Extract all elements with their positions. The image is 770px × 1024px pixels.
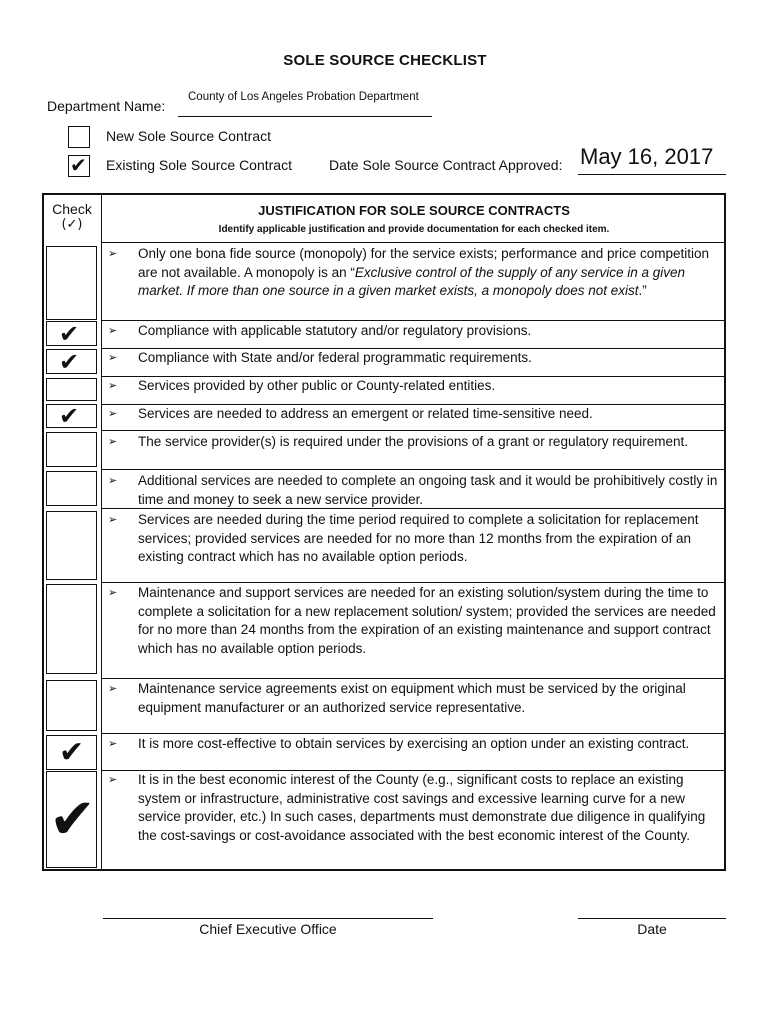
department-label: Department Name: bbox=[47, 98, 166, 114]
item-text-part: Only one bona fide source (monopoly) for the service exists; performance and price competition are not available. A monopoly is an “ bbox=[138, 246, 710, 280]
justification-item-text: It is in the best economic interest of the County (e.g., significant costs to replace an existing system or infrastructure, administrative cost savings and excessive learning curve for a new service provider, etc.) In such cases, departments must demonstrate due diligence in qualifying the cost-savings or cost-avoidance associated with the best economic interest of the County. bbox=[138, 772, 706, 843]
check-mark-icon: ✔ bbox=[59, 402, 80, 430]
row-divider bbox=[101, 733, 726, 734]
arrow-bullet-icon: ➢ bbox=[108, 513, 118, 526]
justification-item-text: Compliance with applicable statutory and/or regulatory provisions. bbox=[138, 323, 532, 338]
department-underline bbox=[178, 116, 432, 117]
date-approved-field[interactable]: May 16, 2017 bbox=[580, 144, 714, 169]
row-divider bbox=[101, 320, 726, 321]
check-mark-icon: ✔ bbox=[59, 734, 85, 770]
arrow-bullet-icon: ➢ bbox=[108, 379, 118, 392]
justification-item-text: Maintenance and support services are needed for an existing solution/system during the time to complete a solicitation for a new replacement solution/ system; provided the services are needed for no more than 24 months from the expiration of an existing maintenance and support contract which has no available option periods. bbox=[138, 585, 716, 656]
arrow-bullet-icon: ➢ bbox=[108, 586, 118, 599]
justification-checkbox[interactable] bbox=[46, 404, 97, 428]
new-contract-label: New Sole Source Contract bbox=[106, 128, 271, 144]
check-header-label: Check bbox=[52, 201, 92, 217]
row-divider bbox=[101, 469, 726, 470]
justification-item-text bbox=[138, 245, 722, 301]
check-mark-icon: ✔ bbox=[59, 319, 80, 348]
justification-checkbox[interactable] bbox=[46, 349, 97, 374]
ceo-signature-line[interactable] bbox=[103, 918, 433, 919]
justification-item-text: Additional services are needed to complete an ongoing task and it would be prohibitively costly in time and money to seek a new service provider. bbox=[138, 473, 718, 507]
monopoly-definition: Exclusive control of the supply of any service in a given market. If more than one source in a given market exists, a monopoly does not exist bbox=[138, 264, 686, 298]
justification-item-text: The service provider(s) is required under the provisions of a grant or regulatory requirement. bbox=[138, 434, 689, 449]
justification-item-text: Services provided by other public or County-related entities. bbox=[138, 378, 496, 393]
row-divider bbox=[101, 678, 726, 679]
arrow-bullet-icon: ➢ bbox=[108, 247, 118, 260]
arrow-bullet-icon: ➢ bbox=[108, 351, 118, 364]
justification-header: JUSTIFICATION FOR SOLE SOURCE CONTRACTS bbox=[258, 203, 570, 218]
justification-item-text: Services are needed to address an emergent or related time-sensitive need. bbox=[138, 406, 593, 421]
justification-checkbox[interactable] bbox=[46, 321, 97, 346]
new-contract-checkbox[interactable] bbox=[68, 126, 90, 148]
existing-contract-checkbox[interactable] bbox=[68, 155, 90, 177]
arrow-bullet-icon: ➢ bbox=[108, 773, 118, 786]
arrow-bullet-icon: ➢ bbox=[108, 407, 118, 420]
date-approved-underline bbox=[578, 174, 726, 175]
check-header-symbol: (✓) bbox=[61, 217, 83, 232]
date-approved-label: Date Sole Source Contract Approved: bbox=[329, 157, 563, 173]
item-text-part: .” bbox=[638, 283, 647, 298]
check-mark-icon: ✔ bbox=[59, 347, 80, 376]
arrow-bullet-icon: ➢ bbox=[108, 324, 118, 337]
justification-checkbox[interactable] bbox=[46, 680, 97, 731]
justification-item-text: Services are needed during the time period required to complete a solicitation for replacement services; provided services are needed for no more than 12 months from the expiration of an existing contract which has no available option periods. bbox=[138, 512, 699, 564]
arrow-bullet-icon: ➢ bbox=[108, 435, 118, 448]
date-signature-label: Date bbox=[637, 921, 667, 937]
row-divider bbox=[101, 430, 726, 431]
arrow-bullet-icon: ➢ bbox=[108, 737, 118, 750]
row-divider bbox=[101, 508, 726, 509]
justification-subheader: Identify applicable justification and provide documentation for each checked item. bbox=[218, 224, 610, 235]
row-divider bbox=[101, 582, 726, 583]
check-mark-icon: ✔ bbox=[70, 153, 87, 177]
justification-item-text: Compliance with State and/or federal programmatic requirements. bbox=[138, 350, 532, 365]
existing-contract-label: Existing Sole Source Contract bbox=[106, 157, 292, 173]
arrow-bullet-icon: ➢ bbox=[108, 682, 118, 695]
justification-checkbox[interactable] bbox=[46, 771, 97, 868]
justification-item-text: Maintenance service agreements exist on equipment which must be serviced by the original equipment manufacturer or an authorized service representative. bbox=[138, 681, 686, 715]
justification-checkbox[interactable] bbox=[46, 471, 97, 506]
justification-checkbox[interactable] bbox=[46, 246, 97, 320]
ceo-signature-label: Chief Executive Office bbox=[199, 921, 337, 937]
page-title: SOLE SOURCE CHECKLIST bbox=[283, 52, 487, 69]
justification-checkbox[interactable] bbox=[46, 735, 97, 770]
check-column-header bbox=[44, 200, 100, 231]
justification-item-text: It is more cost-effective to obtain services by exercising an option under an existing contract. bbox=[138, 736, 690, 751]
justification-checkbox[interactable] bbox=[46, 432, 97, 467]
justification-checkbox[interactable] bbox=[46, 378, 97, 401]
department-field[interactable]: County of Los Angeles Probation Department bbox=[188, 91, 419, 103]
date-signature-line[interactable] bbox=[578, 918, 726, 919]
justification-checkbox[interactable] bbox=[46, 511, 97, 580]
justification-checkbox[interactable] bbox=[46, 584, 97, 674]
check-mark-icon: ✔ bbox=[49, 786, 96, 852]
arrow-bullet-icon: ➢ bbox=[108, 474, 118, 487]
row-divider bbox=[101, 242, 726, 243]
